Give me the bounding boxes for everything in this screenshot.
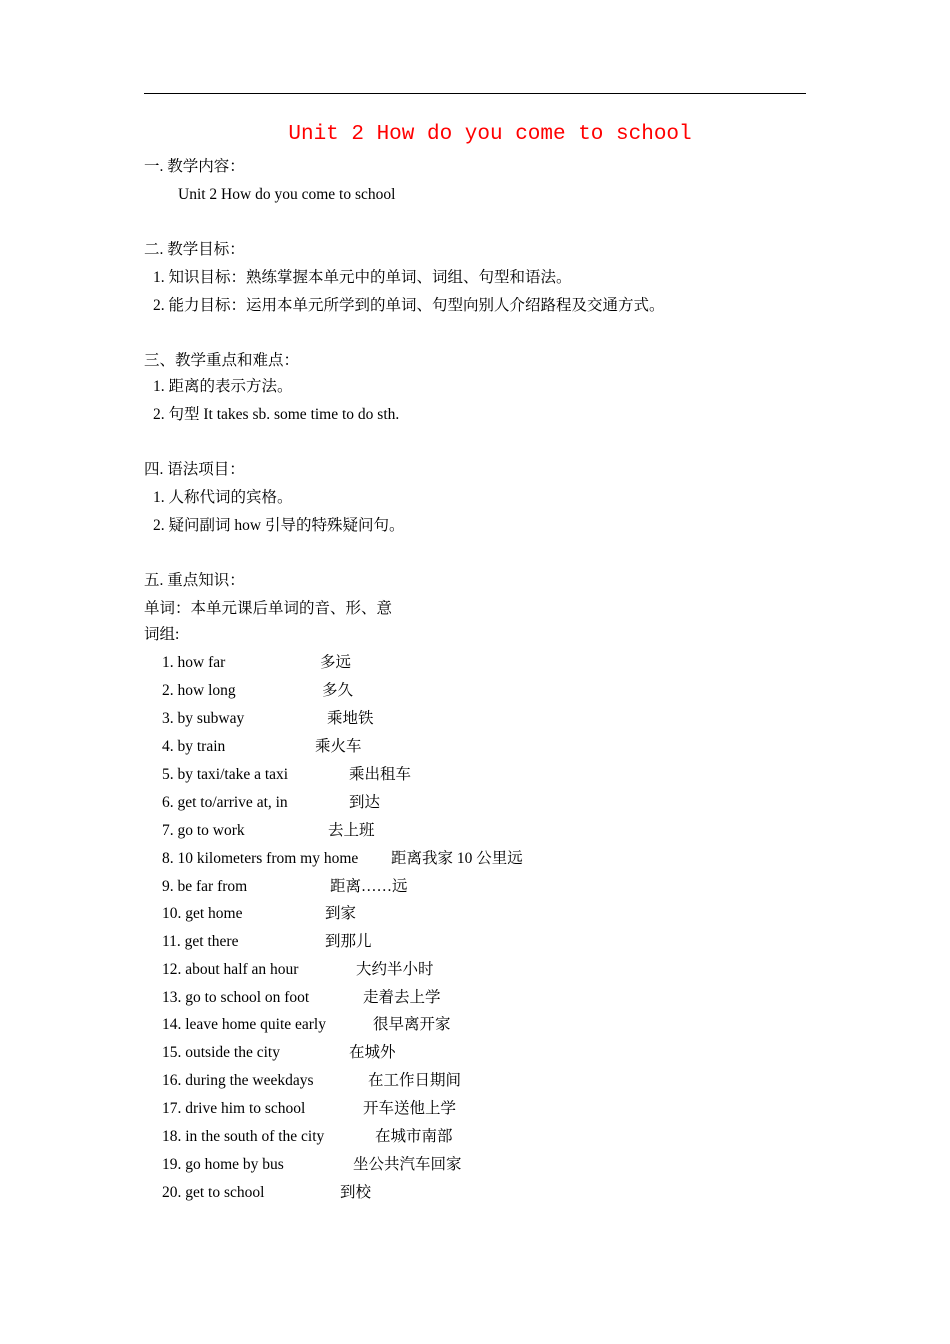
section-heading-grammar: 四. 语法项目：: [144, 461, 245, 478]
phrase-chinese: 去上班: [328, 822, 375, 839]
phrase-english: 17. drive him to school: [162, 1100, 306, 1117]
phrase-chinese: 乘出租车: [349, 766, 412, 783]
phrase-english: 10. get home: [162, 905, 243, 922]
phrase-english: 12. about half an hour: [162, 961, 299, 978]
header-rule: [144, 93, 806, 94]
phrase-chinese: 在城市南部: [375, 1128, 453, 1145]
objective-item: 2. 能力目标：运用本单元所学到的单词、句型向别人介绍路程及交通方式。: [153, 297, 665, 314]
phrase-english: 4. by train: [162, 738, 226, 755]
grammar-item: 1. 人称代词的宾格。: [153, 489, 293, 506]
document-title: Unit 2 How do you come to school: [288, 123, 692, 146]
phrase-english: 6. get to/arrive at, in: [162, 794, 288, 811]
phrase-chinese: 多远: [320, 654, 352, 671]
phrase-chinese: 很早离开家: [373, 1016, 451, 1033]
phrase-chinese: 到那儿: [325, 933, 372, 950]
phrase-english: 13. go to school on foot: [162, 989, 310, 1006]
grammar-item: 2. 疑问副词 how 引导的特殊疑问句。: [153, 517, 405, 534]
phrase-chinese: 在城外: [349, 1044, 396, 1061]
section-heading-content: 一. 教学内容：: [144, 158, 245, 175]
phrase-chinese: 到校: [340, 1184, 372, 1201]
phrase-english: 14. leave home quite early: [162, 1016, 326, 1033]
phrase-english: 8. 10 kilometers from my home: [162, 850, 359, 867]
phrase-english: 20. get to school: [162, 1184, 265, 1201]
key-point-item: 1. 距离的表示方法。: [153, 378, 293, 395]
phrase-chinese: 距离……远: [330, 878, 408, 895]
phrase-english: 7. go to work: [162, 822, 245, 839]
phrase-english: 11. get there: [162, 933, 239, 950]
phrase-chinese: 距离我家 10 公里远: [391, 850, 523, 867]
phrase-chinese: 到达: [349, 794, 381, 811]
section-heading-key-points: 三、教学重点和难点：: [144, 352, 300, 369]
phrase-english: 5. by taxi/take a taxi: [162, 766, 289, 783]
phrase-english: 3. by subway: [162, 710, 245, 727]
phrase-english: 9. be far from: [162, 878, 248, 895]
phrases-label: 词组:: [144, 626, 180, 643]
phrase-chinese: 到家: [325, 905, 357, 922]
phrase-chinese: 多久: [322, 682, 354, 699]
phrase-chinese: 在工作日期间: [368, 1072, 462, 1089]
phrase-chinese: 乘地铁: [327, 710, 374, 727]
phrase-english: 19. go home by bus: [162, 1156, 284, 1173]
key-point-item: 2. 句型 It takes sb. some time to do sth.: [153, 406, 400, 423]
words-line: 单词：本单元课后单词的音、形、意: [144, 600, 393, 617]
phrase-english: 1. how far: [162, 654, 226, 671]
phrase-english: 18. in the south of the city: [162, 1128, 325, 1145]
phrase-english: 15. outside the city: [162, 1044, 280, 1061]
objective-item: 1. 知识目标：熟练掌握本单元中的单词、词组、句型和语法。: [153, 269, 572, 286]
phrase-chinese: 乘火车: [315, 738, 362, 755]
phrase-chinese: 大约半小时: [356, 961, 434, 978]
section-heading-objectives: 二. 教学目标：: [144, 241, 245, 258]
section-heading-knowledge: 五. 重点知识：: [144, 572, 245, 589]
phrase-chinese: 走着去上学: [363, 989, 441, 1006]
section-content-body: Unit 2 How do you come to school: [178, 186, 396, 203]
phrase-english: 2. how long: [162, 682, 236, 699]
phrase-chinese: 开车送他上学: [363, 1100, 457, 1117]
phrase-english: 16. during the weekdays: [162, 1072, 314, 1089]
phrase-chinese: 坐公共汽车回家: [353, 1156, 462, 1173]
